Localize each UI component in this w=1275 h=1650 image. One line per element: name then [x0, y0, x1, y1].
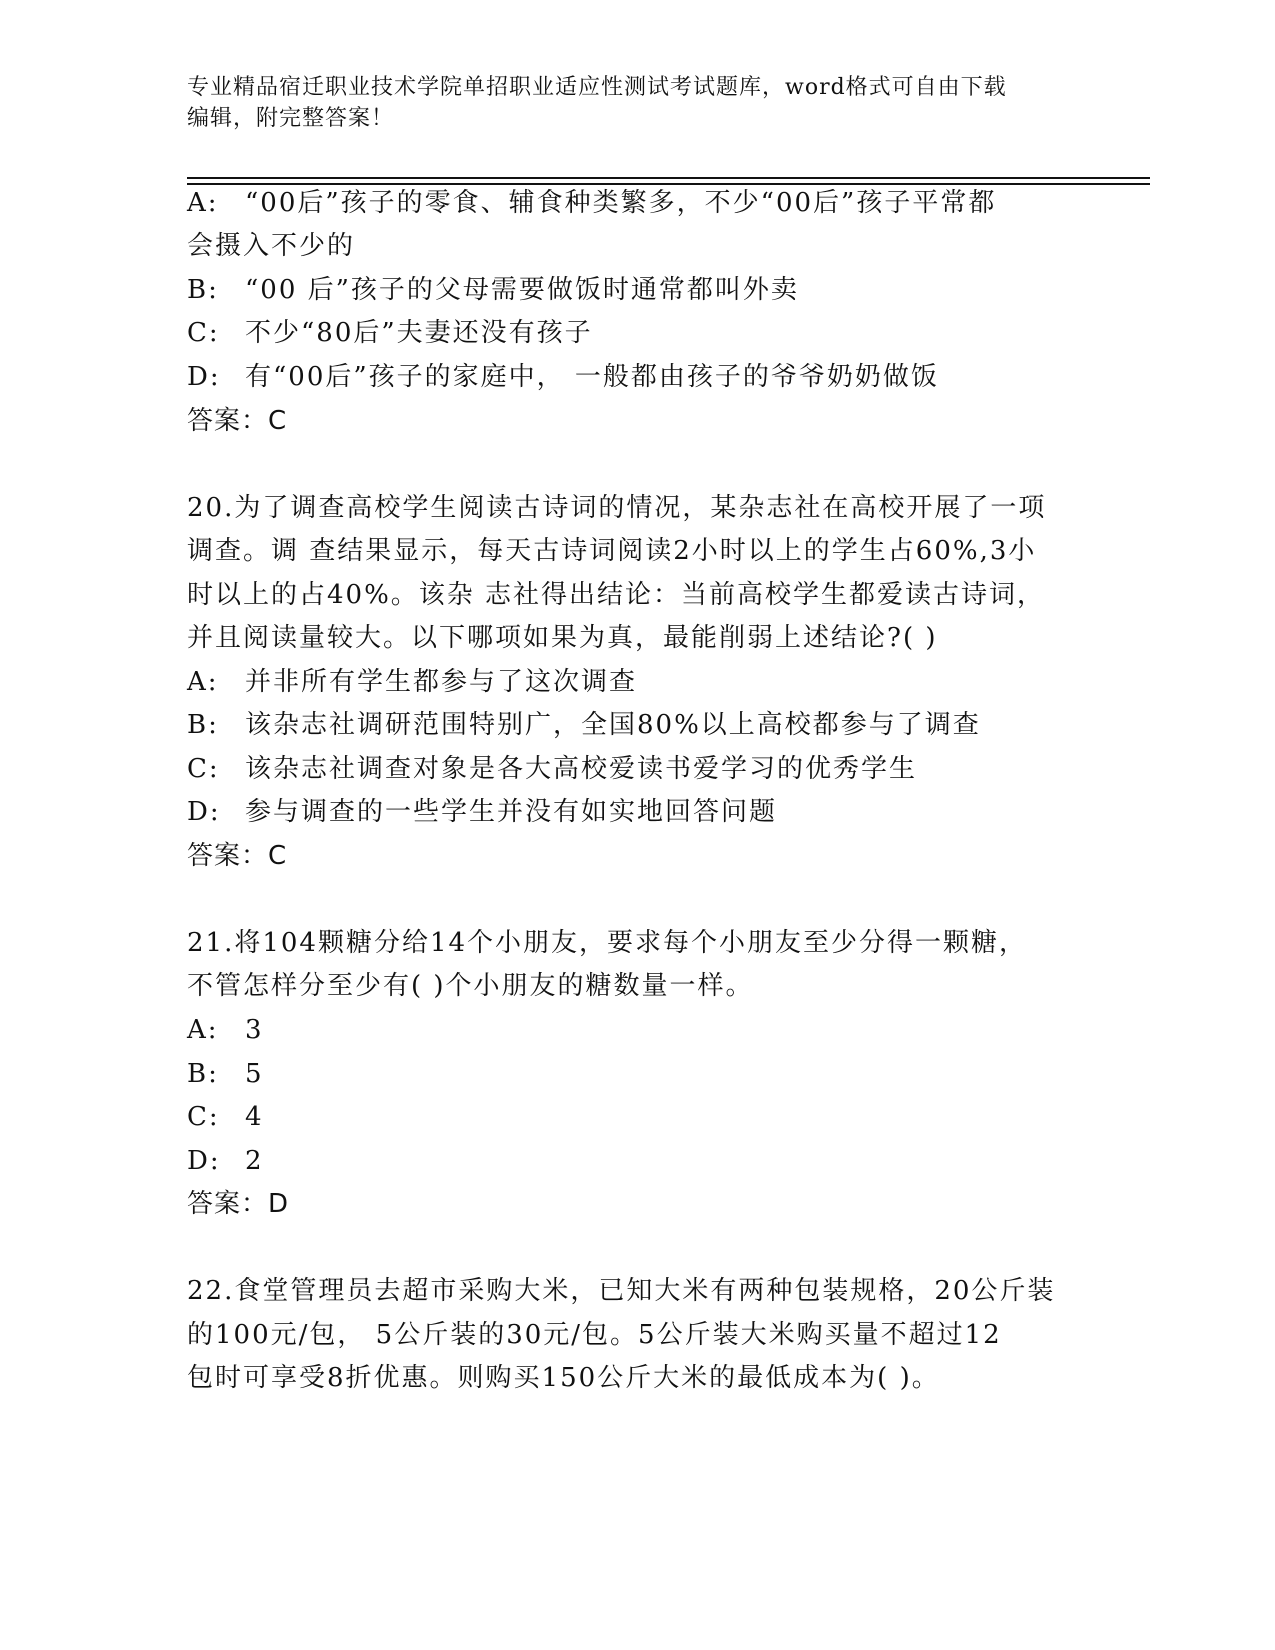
- q20-stem-line-1: 20.为了调查高校学生阅读古诗词的情况，某杂志社在高校开展了一项: [187, 493, 1047, 523]
- option-text: “00后”孩子的零食、辅食种类繁多，不少“00后”孩子平常都: [245, 188, 997, 218]
- option-text: 该杂志社调研范围特别广，全国80%以上高校都参与了调查: [245, 710, 981, 740]
- option-letter: C:: [187, 1102, 220, 1132]
- q19-option-d: [187, 360, 939, 394]
- option-text: 2: [245, 1146, 264, 1176]
- option-text: 该杂志社调查对象是各大高校爱读书爱学习的优秀学生: [245, 754, 918, 784]
- option-letter: A:: [187, 188, 219, 218]
- q21-option-d: [187, 1144, 264, 1178]
- q19-answer: 答案：C: [187, 406, 288, 436]
- option-text: 不少“80后”夫妻还没有孩子: [245, 318, 593, 348]
- q21-option-b: [187, 1057, 264, 1091]
- option-letter: D:: [187, 797, 221, 827]
- header-line-1: 专业精品宿迁职业技术学院单招职业适应性测试考试题库，word格式可自由下载: [187, 75, 1007, 100]
- q21-option-a: [187, 1013, 264, 1047]
- option-text: 并非所有学生都参与了这次调查: [245, 667, 638, 697]
- q20-option-d: [187, 795, 777, 829]
- option-text: 5: [245, 1059, 264, 1089]
- option-text: 4: [245, 1102, 264, 1132]
- option-letter: B:: [187, 1059, 219, 1089]
- q20-stem-line-4: 并且阅读量较大。以下哪项如果为真，最能削弱上述结论?( ): [187, 623, 938, 653]
- option-text: “00 后”孩子的父母需要做饭时通常都叫外卖: [245, 275, 799, 305]
- header-divider-bottom: [187, 183, 1150, 185]
- option-text: 有“00后”孩子的家庭中， 一般都由孩子的爷爷奶奶做饭: [245, 362, 939, 392]
- q22-stem-line-2: 的100元/包， 5公斤装的30元/包。5公斤装大米购买量不超过12: [187, 1320, 1002, 1350]
- q19-option-b: [187, 273, 799, 307]
- option-letter: A:: [187, 667, 219, 697]
- option-letter: B:: [187, 275, 219, 305]
- q21-answer: 答案：D: [187, 1189, 290, 1219]
- option-text: 会摄入不少的: [187, 231, 356, 261]
- option-letter: C:: [187, 754, 220, 784]
- option-letter: D:: [187, 1146, 221, 1176]
- header-divider-top: [187, 177, 1150, 179]
- header-line-2: 编辑，附完整答案！: [187, 106, 395, 131]
- document-header: [187, 72, 1067, 134]
- option-letter: A:: [187, 1015, 219, 1045]
- q19-option-a-continued: [187, 229, 355, 263]
- q20-stem-line-3: 时以上的占40%。该杂 志社得出结论：当前高校学生都爱读古诗词，: [187, 580, 1046, 610]
- option-letter: D:: [187, 362, 221, 392]
- q19-option-c: [187, 316, 593, 350]
- q19-option-a: [187, 186, 996, 220]
- q21-stem-line-1: 21.将104颗糖分给14个小朋友，要求每个小朋友至少分得一颗糖，: [187, 928, 1028, 958]
- q20-option-a: [187, 665, 637, 699]
- option-letter: B:: [187, 710, 219, 740]
- q20-answer: 答案：C: [187, 841, 288, 871]
- q20-option-b: [187, 708, 981, 742]
- q22-stem-line-1: 22.食堂管理员去超市采购大米，已知大米有两种包装规格，20公斤装: [187, 1276, 1056, 1306]
- option-text: 3: [245, 1015, 264, 1045]
- q20-stem-line-2: 调查。调 查结果显示，每天古诗词阅读2小时以上的学生占60%,3小: [187, 536, 1037, 566]
- q20-option-c: [187, 752, 917, 786]
- q22-stem-line-3: 包时可享受8折优惠。则购买150公斤大米的最低成本为( )。: [187, 1363, 940, 1393]
- option-text: 参与调查的一些学生并没有如实地回答问题: [245, 797, 778, 827]
- q21-stem-line-2: 不管怎样分至少有( )个小朋友的糖数量一样。: [187, 971, 754, 1001]
- q21-option-c: [187, 1100, 264, 1134]
- option-letter: C:: [187, 318, 220, 348]
